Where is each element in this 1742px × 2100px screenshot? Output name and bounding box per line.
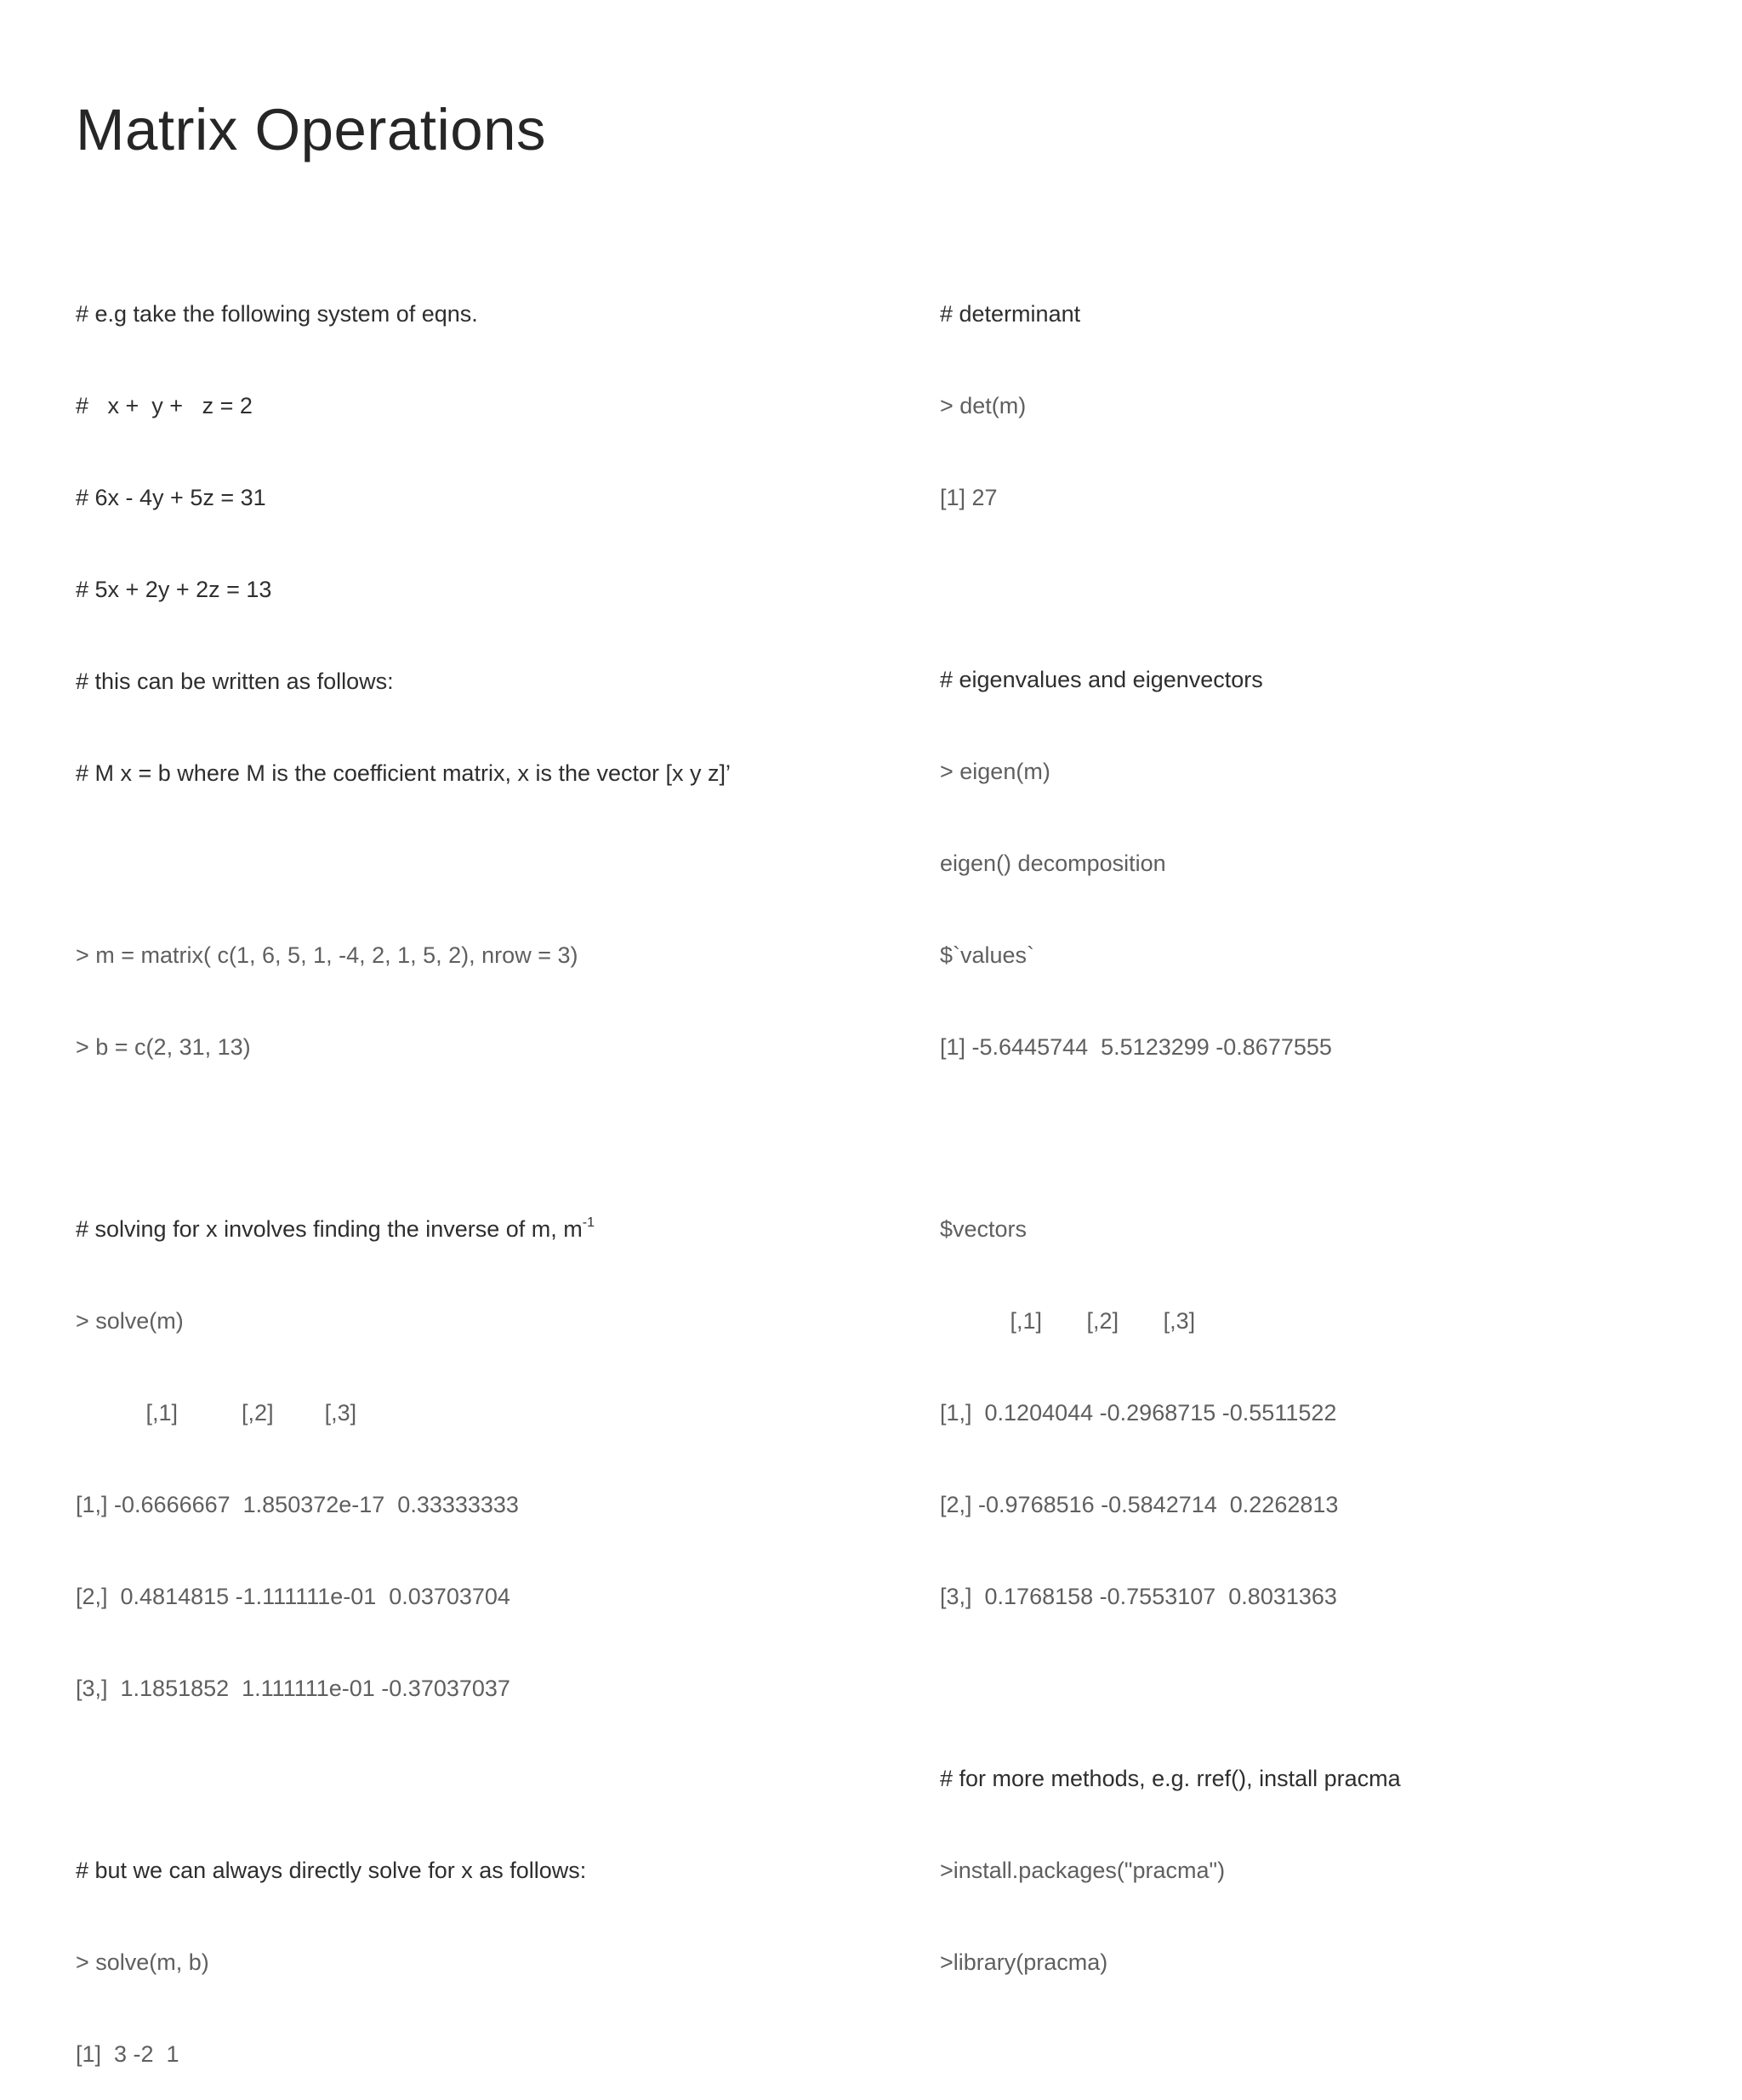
comment-line: # determinant <box>940 301 1081 327</box>
output-header: [,1] [,2] [,3] <box>940 1308 1196 1334</box>
slide-title: Matrix Operations <box>76 97 547 162</box>
output-row: [1,] 0.1204044 -0.2968715 -0.5511522 <box>940 1400 1337 1426</box>
equation-line: # 5x + 2y + 2z = 13 <box>76 577 272 602</box>
code-line: > b = c(2, 31, 13) <box>76 1034 251 1060</box>
comment-line: # e.g take the following system of eqns. <box>76 301 478 327</box>
code-line: > solve(m, b) <box>76 1949 209 1975</box>
code-line: > m = matrix( c(1, 6, 5, 1, -4, 2, 1, 5, 2), nrow = 3) <box>76 942 578 968</box>
comment-line: # for more methods, e.g. rref(), install pracma <box>940 1766 1401 1791</box>
comment-line: # M x = b where M is the coefficient matrix, x is the vector [x y z]’ <box>76 760 732 786</box>
left-column <box>76 237 731 2100</box>
inverse-superscript: -1 <box>582 1215 595 1230</box>
comment-line: # eigenvalues and eigenvectors <box>940 667 1263 692</box>
comment-line <box>76 1214 731 1244</box>
output-row: [1] -5.6445744 5.5123299 -0.8677555 <box>940 1034 1332 1060</box>
code-line: >install.packages("pracma") <box>940 1858 1226 1883</box>
comment-line: # this can be written as follows: <box>76 669 394 694</box>
output-row: [3,] 1.1851852 1.111111e-01 -0.37037037 <box>76 1676 510 1701</box>
output-row: eigen() decomposition <box>940 851 1166 876</box>
output-row: [1] 3 -2 1 <box>76 2041 179 2067</box>
code-line: > solve(m) <box>76 1308 184 1334</box>
code-line: >library(pracma) <box>940 1949 1108 1975</box>
comment-line: # but we can always directly solve for x as follows: <box>76 1858 587 1883</box>
equation-line: # 6x - 4y + 5z = 31 <box>76 485 266 510</box>
output-row: [1] 27 <box>940 485 998 510</box>
output-header: [,1] [,2] [,3] <box>76 1400 357 1426</box>
output-row: [2,] -0.9768516 -0.5842714 0.2262813 <box>940 1492 1339 1517</box>
code-line: > det(m) <box>940 393 1027 418</box>
comment-text: # solving for x involves finding the inverse of m, m <box>76 1216 583 1242</box>
code-line: > eigen(m) <box>940 759 1050 784</box>
output-row: [3,] 0.1768158 -0.7553107 0.8031363 <box>940 1584 1337 1609</box>
output-row: [2,] 0.4814815 -1.111111e-01 0.03703704 <box>76 1584 510 1609</box>
output-row: $vectors <box>940 1216 1028 1242</box>
output-row: [1,] -0.6666667 1.850372e-17 0.33333333 <box>76 1492 519 1517</box>
right-column <box>940 237 1401 2008</box>
output-row: $`values` <box>940 942 1035 968</box>
equation-line: # x + y + z = 2 <box>76 393 253 418</box>
